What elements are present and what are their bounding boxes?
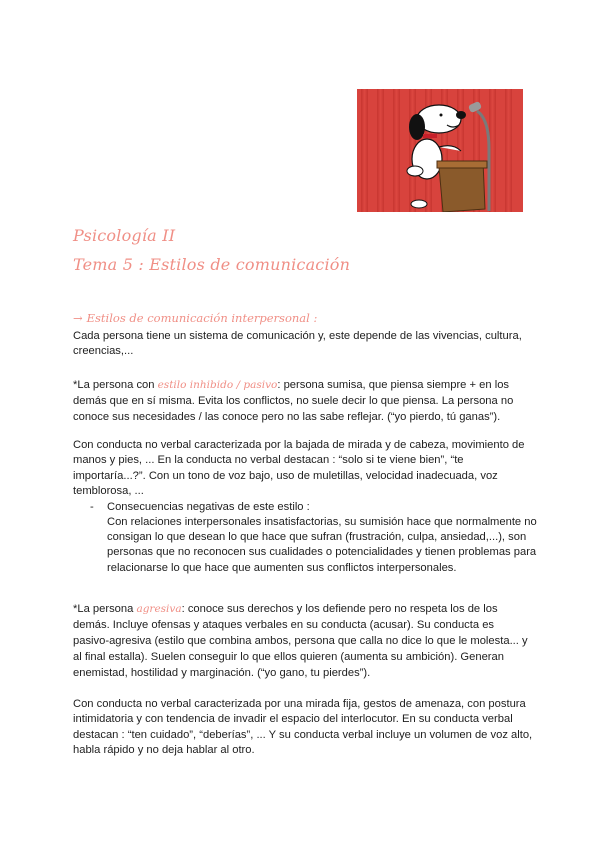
page-title: Psicología II	[73, 226, 176, 245]
inhibido-label: estilo inhibido / pasivo	[157, 379, 278, 391]
intro-paragraph: Cada persona tiene un sistema de comunicación y, este depende de las vivencias, cultura, creencias,...	[73, 330, 522, 358]
section-heading	[73, 311, 317, 325]
inhibido-paragraph	[73, 377, 533, 425]
inhibido-nonverbal-paragraph: Con conducta no verbal caracterizada por la bajada de mirada y de cabeza, movimiento de manos y pies, ... En la conducta no verbal destacan : “solo si te viene bien”, “te importaría...?”. Con un tono de voz bajo, uso de muletillas, velocidad inadecuada, voz temblorosa, ...	[73, 439, 525, 498]
snoopy-podium-image	[357, 89, 523, 212]
inhibido-lead: *La persona con	[73, 379, 158, 391]
agresivo-nonverbal-paragraph: Con conducta no verbal caracterizada por una mirada fija, gestos de amenaza, con postura intimidatoria y con tendencia de invadir el espacio del interlocutor. En su conducta verbal destacan : “ten cuidado”, “deberías”, ... Y su conducta verbal incluye un volumen de voz alto, habla rápido y no deja hablar al otro.	[73, 698, 533, 757]
page-subtitle: Tema 5 : Estilos de comunicación	[73, 255, 351, 274]
consequences-title: Consecuencias negativas de este estilo :	[107, 501, 310, 513]
list-bullet: -	[90, 501, 94, 513]
arrow-right-icon: →	[73, 311, 83, 325]
agresivo-text: : conoce sus derechos y los defiende pero no respeta los de los demás. Incluye ofensas y ataques verbales en su conducta (acusar). Su conducta es pasivo-agresiva (estilo que combina ambos, persona que calla no dice lo que le molesta... y al final estalla). Suelen conseguir lo que ellos quieren (aumenta su ambición). Generan enemistad, hostilidad y marginación. (“yo gano, tu pierdes”).	[73, 603, 528, 679]
agresivo-lead: *La persona	[73, 603, 137, 615]
consequences-body: Con relaciones interpersonales insatisfactorias, su sumisión hace que normalmente no consigan lo que desean lo que hace que sufran (frustración, culpa, ansiedad,...), son personas que no reconocen sus cualidades o potencialidades y tienen problemas para relacionarse lo que hace que aumenten sus conflictos interpersonales.	[107, 516, 537, 574]
section-heading-text: Estilos de comunicación interpersonal :	[86, 311, 318, 325]
inhibido-text: : persona sumisa, que piensa siempre + en los demás que en sí misma. Evita los conflictos, no suele decir lo que piensa. La persona no conoce sus necesidades / las conoce pero no las sabe reflejar. (“yo pierdo, tú ganas”).	[73, 379, 514, 423]
agresivo-label: agresiva	[136, 603, 182, 615]
agresivo-paragraph	[73, 601, 533, 681]
snoopy-speech-illustration	[357, 89, 523, 212]
